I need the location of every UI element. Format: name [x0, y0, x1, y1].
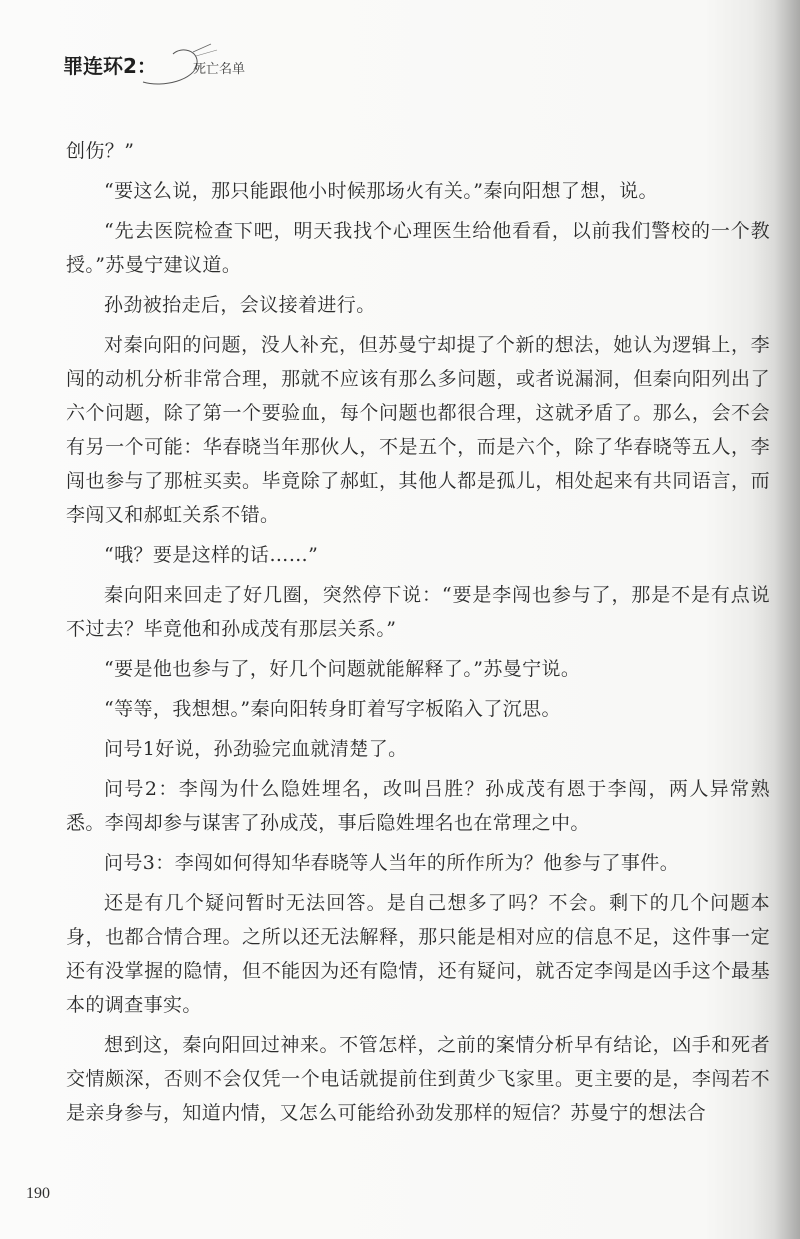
paragraph: 还是有几个疑问暂时无法回答。是自己想多了吗？不会。剩下的几个问题本身，也都合情合理。之所以还无法解释，那只能是相对应的信息不足，这件事一定还有没掌握的隐情，但不能因为还有隐情，还有疑问，就否定李闯是凶手这个最基本的调查事实。 — [66, 892, 770, 1016]
book-series-title: 罪连环2： — [63, 54, 157, 78]
paragraph: 孙劲被抬走后，会议接着进行。 — [104, 294, 376, 316]
paragraph: 秦向阳来回走了好几圈，突然停下说：“要是李闯也参与了，那是不是有点说不过去？毕竟他和孙成茂有那层关系。” — [66, 584, 770, 640]
paragraph: 对秦向阳的问题，没人补充，但苏曼宁却提了个新的想法，她认为逻辑上，李闯的动机分析非常合理，那就不应该有那么多问题，或者说漏洞，但秦向阳列出了六个问题，除了第一个要验血，每个问题也都很合理，这就矛盾了。那么，会不会有另一个可能：华春晓当年那伙人，不是五个，而是六个，除了华春晓等五人，李闯也参与了那桩买卖。毕竟除了郝虹，其他人都是孤儿，相处起来有共同语言，而李闯又和郝虹关系不错。 — [66, 334, 770, 526]
paragraph: 问号1好说，孙劲验完血就清楚了。 — [104, 738, 408, 760]
paragraph: 想到这，秦向阳回过神来。不管怎样，之前的案情分析早有结论，凶手和死者交情颇深，否则不会仅凭一个电话就提前住到黄少飞家里。更主要的是，李闯若不是亲身参与，知道内情，又怎么可能给孙劲发那样的短信？苏曼宁的想法合 — [66, 1034, 770, 1124]
paragraph: “等等，我想想。”秦向阳转身盯着写字板陷入了沉思。 — [104, 698, 561, 720]
book-subtitle: 死亡名单 — [193, 62, 246, 77]
binding-edge-shadow — [774, 0, 800, 1239]
paragraph: “要这么说，那只能跟他小时候那场火有关。”秦向阳想了想，说。 — [104, 180, 658, 202]
paragraph: “哦？要是这样的话……” — [104, 544, 319, 566]
paragraph: “先去医院检查下吧，明天我找个心理医生给他看看，以前我们警校的一个教授。”苏曼宁建议道。 — [66, 220, 770, 276]
paragraph: “要是他也参与了，好几个问题就能解释了。”苏曼宁说。 — [104, 658, 581, 680]
paragraph: 问号2：李闯为什么隐姓埋名，改叫吕胜？孙成茂有恩于李闯，两人异常熟悉。李闯却参与谋害了孙成茂，事后隐姓埋名也在常理之中。 — [66, 778, 770, 834]
paragraph: 创伤？” — [66, 140, 135, 162]
page-number: 190 — [26, 1185, 50, 1202]
running-header — [63, 42, 303, 88]
paragraph: 问号3：李闯如何得知华春晓等人当年的所作所为？他参与了事件。 — [104, 852, 680, 874]
page-body — [66, 134, 770, 1136]
